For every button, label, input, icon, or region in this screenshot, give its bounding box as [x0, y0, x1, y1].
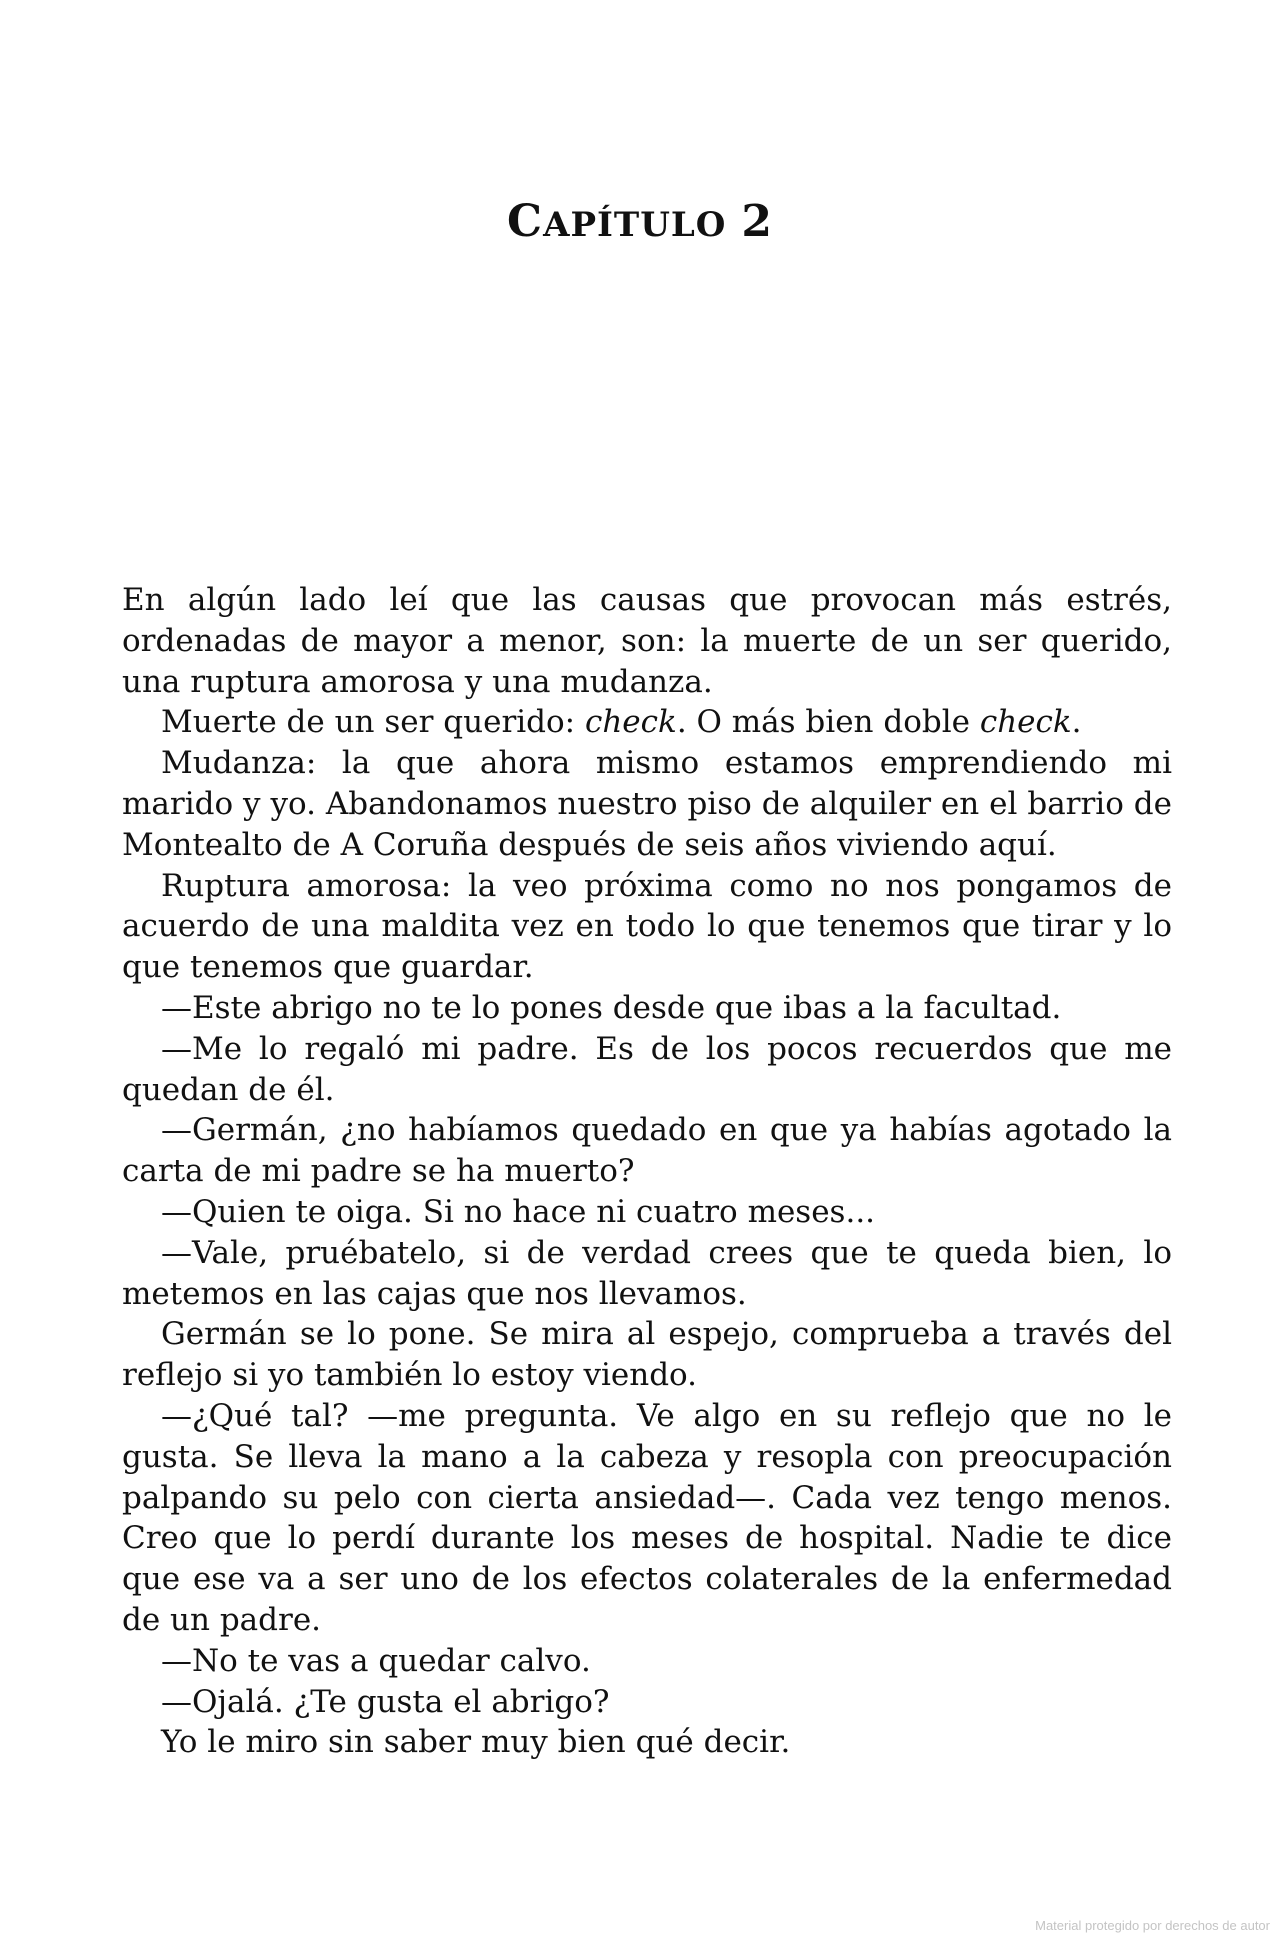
chapter-body [122, 580, 1172, 1763]
dialogue-line: —Este abrigo no te lo pones desde que ibas a la facultad. [161, 989, 1062, 1026]
chapter-title-rest: APÍTULO [543, 205, 727, 245]
dialogue-line: —Ojalá. ¿Te gusta el abrigo? [161, 1683, 610, 1720]
paragraph: Mudanza: la que ahora mismo estamos emprendiendo mi marido y yo. Abandonamos nuestro piso de alquiler en el barrio de Montealto de A Coruña después de seis años viviendo aquí. [122, 745, 1172, 863]
dialogue-line: —¿Qué tal? —me pregunta. Ve algo en su reflejo que no le gusta. Se lleva la mano a la cabeza y resopla con preocupación palpando su pelo con cierta ansiedad—. Cada vez tengo menos. Creo que lo perdí durante los meses de hospital. Nadie te dice que ese va a ser uno de los efectos colaterales de la enfermedad de un padre. [122, 1397, 1172, 1638]
paragraph: Yo le miro sin saber muy bien qué decir. [161, 1724, 791, 1761]
italic-word: check [584, 704, 677, 741]
paragraph: Germán se lo pone. Se mira al espejo, comprueba a través del reflejo si yo también lo estoy viendo. [122, 1316, 1172, 1394]
paragraph: En algún lado leí que las causas que provocan más estrés, ordenadas de mayor a menor, son: la muerte de un ser querido, una ruptura amorosa y una mudanza. [122, 582, 1172, 700]
paragraph-segment: . [1071, 704, 1082, 741]
paragraph [122, 702, 1172, 743]
dialogue-line: —Me lo regaló mi padre. Es de los pocos recuerdos que me quedan de él. [122, 1030, 1172, 1108]
dialogue-line: —Germán, ¿no habíamos quedado en que ya habías agotado la carta de mi padre se ha muerto? [122, 1112, 1172, 1190]
paragraph: Ruptura amorosa: la veo próxima como no nos pongamos de acuerdo de una maldita vez en todo lo que tenemos que tirar y lo que tenemos que guardar. [122, 867, 1172, 986]
italic-word: check [979, 704, 1072, 741]
dialogue-line: —No te vas a quedar calvo. [161, 1642, 591, 1679]
dialogue-line: —Vale, pruébatelo, si de verdad crees que te queda bien, lo metemos en las cajas que nos llevamos. [122, 1234, 1172, 1312]
chapter-number: 2 [741, 196, 773, 247]
chapter-title-initial: C [507, 196, 544, 247]
paragraph-segment: Muerte de un ser querido: [161, 704, 585, 741]
copyright-watermark: Material protegido por derechos de autor [1035, 1918, 1270, 1933]
dialogue-line: —Quien te oiga. Si no hace ni cuatro meses... [161, 1193, 876, 1230]
paragraph-segment: . O más bien doble [676, 704, 980, 741]
chapter-title [0, 196, 1280, 247]
